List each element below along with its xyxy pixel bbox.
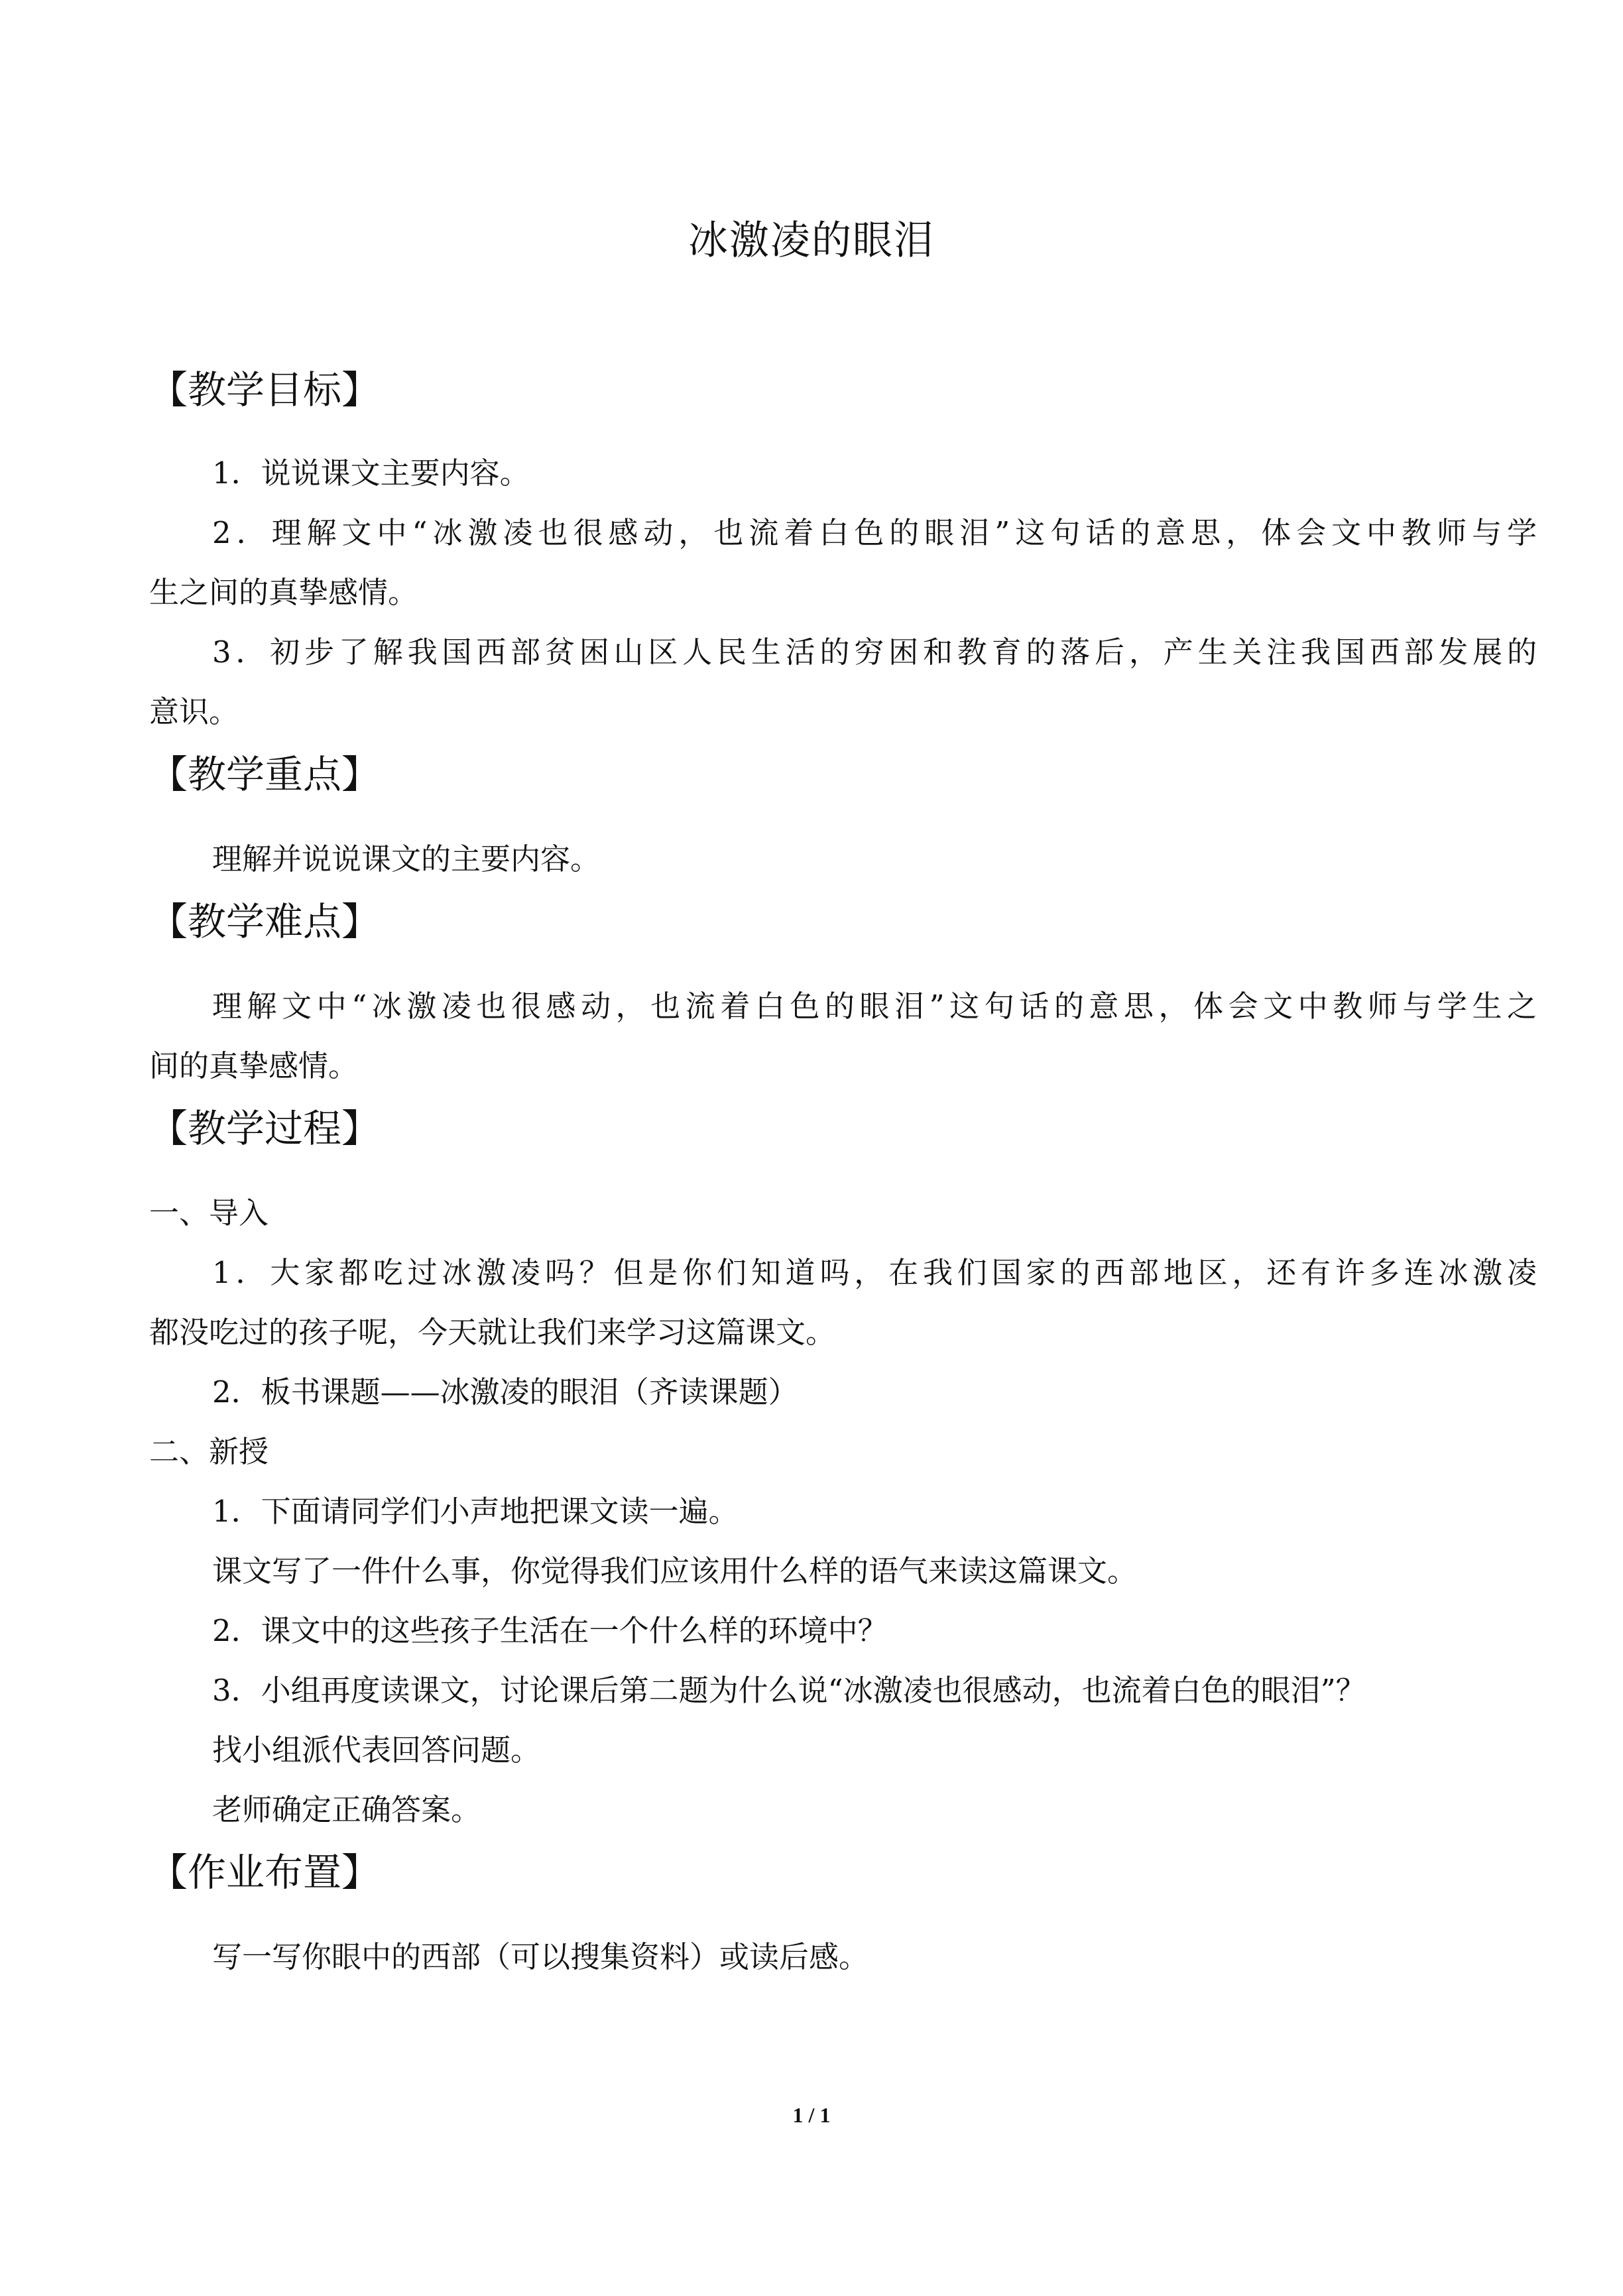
section-heading-process: 【教学过程】 [149,1106,381,1151]
objective-item-continuation: 意识。 [149,694,239,729]
document-title: 冰激凌的眼泪 [688,217,935,264]
process-step: 2．课文中的这些孩子生活在一个什么样的环境中？ [212,1613,888,1648]
process-subheading-intro: 一、导入 [149,1195,269,1231]
section-heading-homework: 【作业布置】 [149,1850,381,1895]
homework-text: 写一写你眼中的西部（可以搜集资料）或读后感。 [212,1939,869,1974]
objective-item: 1．说说课文主要内容。 [212,455,530,491]
process-step-note: 老师确定正确答案。 [212,1792,481,1827]
process-step-note: 找小组派代表回答问题。 [212,1732,541,1768]
process-step: 1．下面请同学们小声地把课文读一遍。 [212,1494,739,1529]
process-step: 1．大家都吃过冰激凌吗？但是你们知道吗，在我们国家的西部地区，还有许多连冰激凌 [212,1255,1537,1290]
section-heading-difficulties: 【教学难点】 [149,899,381,944]
difficulties-text: 理解文中“冰激凌也很感动，也流着白色的眼泪”这句话的意思，体会文中教师与学生之 [212,989,1537,1024]
objective-item-continuation: 生之间的真挚感情。 [149,575,418,610]
process-step-continuation: 都没吃过的孩子呢，今天就让我们来学习这篇课文。 [149,1315,836,1350]
process-step: 3．小组再度读课文，讨论课后第二题为什么说“冰激凌也很感动，也流着白色的眼泪”？ [212,1673,1366,1708]
objective-item: 2．理解文中“冰激凌也很感动，也流着白色的眼泪”这句话的意思，体会文中教师与学 [212,515,1537,550]
section-heading-key-points: 【教学重点】 [149,752,381,797]
process-step: 2．板书课题——冰激凌的眼泪（齐读课题） [212,1374,798,1410]
page-number: 1 / 1 [792,2103,831,2127]
objective-item: 3．初步了解我国西部贫困山区人民生活的穷困和教育的落后，产生关注我国西部发展的 [212,634,1537,670]
key-points-text: 理解并说说课文的主要内容。 [212,841,601,876]
difficulties-text-continuation: 间的真挚感情。 [149,1048,359,1083]
process-step-note: 课文写了一件什么事，你觉得我们应该用什么样的语气来读这篇课文。 [212,1553,1138,1589]
process-subheading-new: 二、新授 [149,1434,269,1469]
section-heading-objectives: 【教学目标】 [149,367,381,412]
